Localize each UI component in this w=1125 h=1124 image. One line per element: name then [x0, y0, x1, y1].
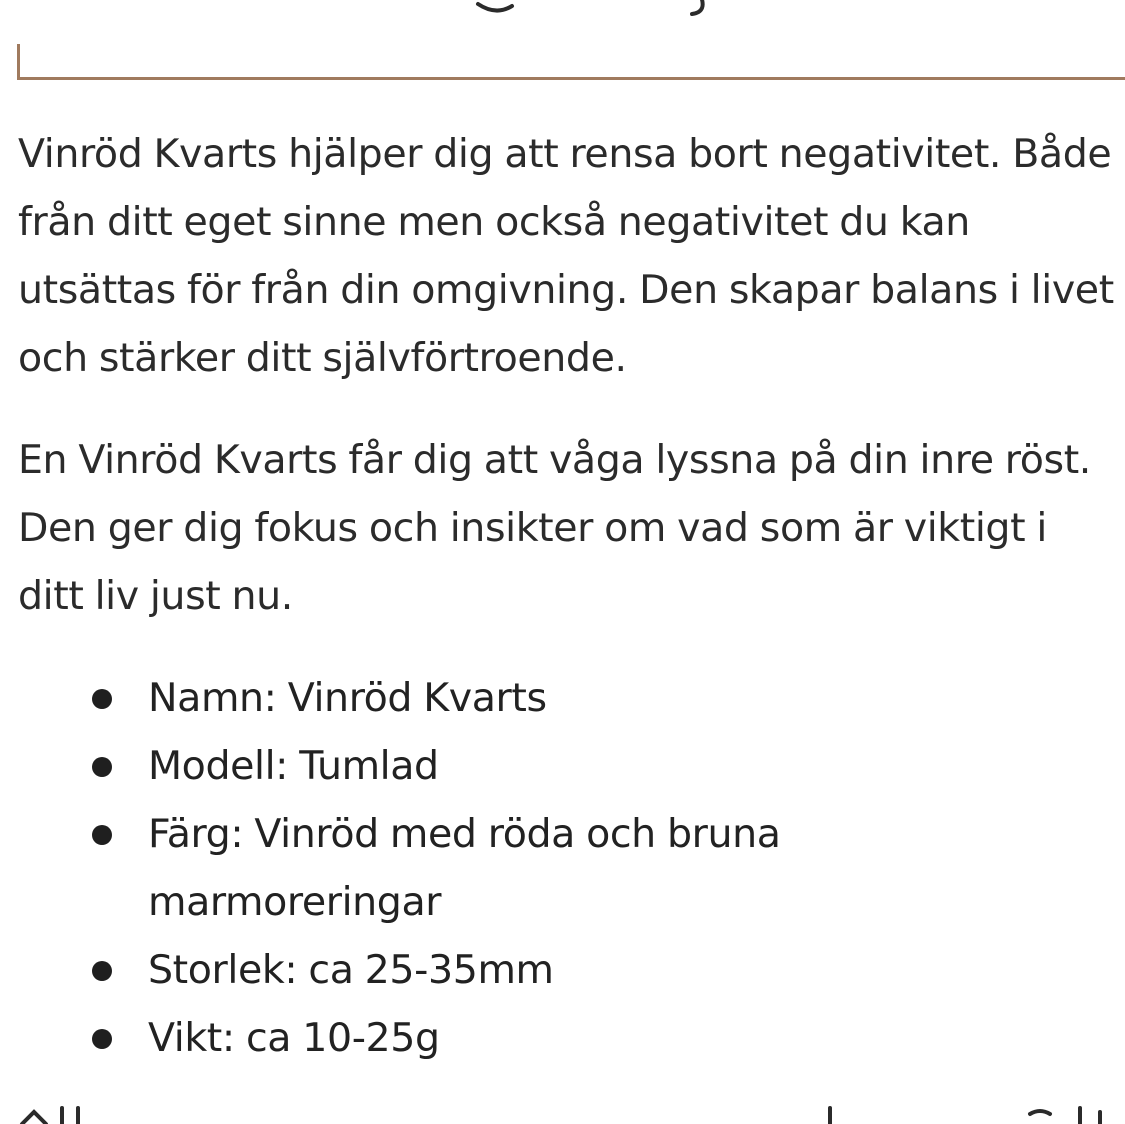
spec-text: Färg: Vinröd med röda och bruna marmoreringar — [148, 811, 781, 925]
bullet-icon — [92, 757, 112, 777]
spec-text: Namn: Vinröd Kvarts — [148, 675, 547, 721]
spec-item-color — [148, 800, 898, 936]
spec-list — [18, 664, 898, 1072]
spec-item-name — [148, 664, 898, 732]
spec-text: Storlek: ca 25-35mm — [148, 947, 554, 993]
bullet-icon — [92, 689, 112, 709]
spec-text: Vikt: ca 10-25g — [148, 1015, 440, 1061]
spec-item-model — [148, 732, 898, 800]
spec-item-weight — [148, 1004, 898, 1072]
description-paragraph-1: Vinröd Kvarts hjälper dig att rensa bort negativitet. Både från ditt eget sinne men också negativitet du kan utsättas för från din omgivning. Den skapar balans i livet och stärker ditt självförtroende. — [18, 131, 1114, 381]
next-paragraph-cropped — [0, 1100, 1125, 1124]
bullet-icon — [92, 961, 112, 981]
description-paragraph-2: En Vinröd Kvarts får dig att våga lyssna på din inre röst. Den ger dig fokus och insikter om vad som är viktigt i ditt liv just nu. — [18, 437, 1091, 619]
product-description — [18, 120, 1118, 1072]
bullet-icon — [92, 825, 112, 845]
heading-divider — [17, 44, 1125, 80]
spec-item-size — [148, 936, 898, 1004]
bullet-icon — [92, 1029, 112, 1049]
spec-text: Modell: Tumlad — [148, 743, 439, 789]
section-heading-cropped — [0, 0, 1125, 16]
